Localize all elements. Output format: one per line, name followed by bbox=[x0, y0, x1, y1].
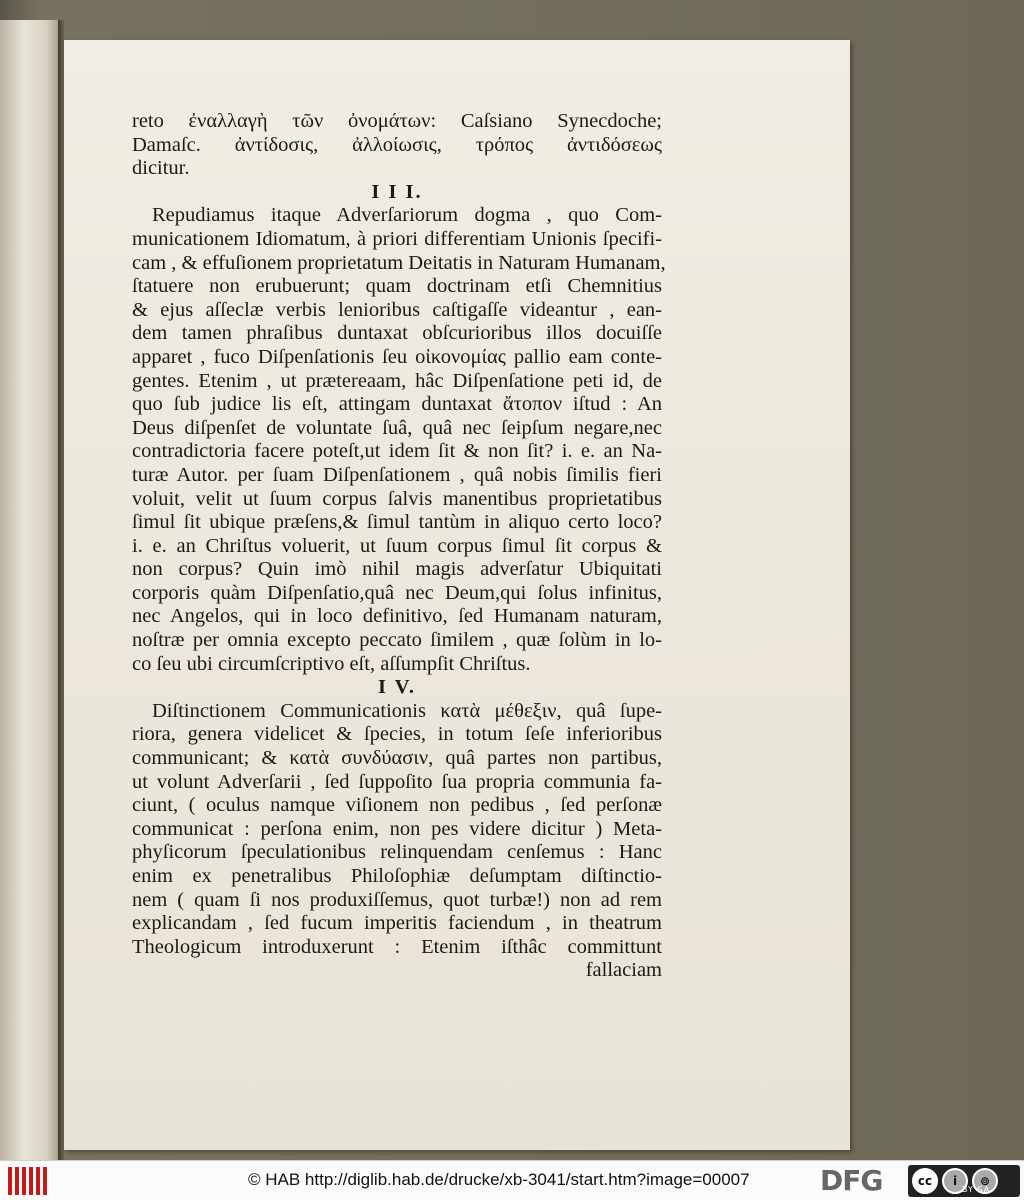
text-line: dicitur. bbox=[132, 157, 190, 180]
text-line: non corpus? Quin imò nihil magis adverſatur Ubiquitati bbox=[132, 558, 662, 581]
hab-logo-icon[interactable] bbox=[8, 1167, 48, 1195]
text-line: riora, genera videlicet & ſpecies, in totum ſeſe inferioribus bbox=[132, 723, 662, 746]
text-line: apparet , fuco Diſpenſationis ſeu οἰκονομίας pallio eam conte- bbox=[132, 345, 662, 368]
text-line: cam , & effuſionem proprietatum Deitatis in Naturam Humanam, bbox=[132, 251, 666, 274]
page-text bbox=[132, 110, 666, 983]
text-line: contradictoria facere poteſt,ut idem ſit & non ſit? i. e. an Na- bbox=[132, 440, 662, 463]
text-line: co ſeu ubi circumſcriptivo eſt, aſſumpſit Chriſtus. bbox=[132, 652, 531, 675]
text-line: Diſtinctionem Communicationis κατὰ μέθεξιν, quâ ſupe- bbox=[152, 699, 662, 722]
section-heading-4: I V. bbox=[377, 676, 417, 699]
text-line: communicat : perſona enim, non pes videre dicitur ) Meta- bbox=[132, 817, 662, 840]
text-line: reto ἐναλλαγὴ τῶν ὀνομάτων: Caſsiano Synecdoche; bbox=[132, 110, 662, 132]
catchword: fallaciam bbox=[585, 959, 662, 982]
sa-icon: ⊚ bbox=[972, 1168, 998, 1194]
section-3-paragraph bbox=[132, 204, 666, 676]
section-heading-3: I I I. bbox=[371, 180, 423, 203]
text-line: corporis quàm Diſpenſatio,quâ nec Deum,qui ſolus infinitus, bbox=[132, 581, 662, 604]
by-icon: i bbox=[942, 1168, 968, 1194]
text-line: & ejus aſſeclæ verbis lenioribus caſtigaſſe videantur , ean- bbox=[132, 298, 662, 321]
text-line: enim ex penetralibus Philoſophiæ deſumptam diſtinctio- bbox=[132, 865, 662, 887]
copyright-url[interactable]: © HAB http://diglib.hab.de/drucke/xb-3041/start.htm?image=00007 bbox=[248, 1170, 750, 1189]
text-line: i. e. an Chriſtus voluerit, ut ſuum corpus ſimul ſit corpus & bbox=[132, 534, 662, 557]
text-line: Deus diſpenſet de voluntate ſuâ, quâ nec ſeipſum negare,nec bbox=[132, 416, 662, 439]
left-page-edge bbox=[0, 20, 59, 1160]
opening-lines bbox=[132, 110, 662, 181]
text-line: ſtatuere non erubuerunt; quam doctrinam etſi Chemnitius bbox=[132, 275, 662, 298]
text-line: Damaſc. ἀντίδοσις, ἀλλοίωσις, τρόπος ἀντιδόσεως bbox=[132, 133, 662, 156]
text-line: communicant; & κατὰ συνδύασιν, quâ partes non partibus, bbox=[132, 747, 662, 770]
text-line: turæ Autor. per ſuam Diſpenſationem , quâ nobis ſimilis fieri bbox=[132, 463, 662, 486]
text-line: ſimul ſit ubique præſens,& ſimul tantùm in aliquo certo loco? bbox=[132, 511, 662, 534]
text-line: nem ( quam ſi nos produxiſſemus, quot turbæ!) non ad rem bbox=[132, 888, 662, 911]
text-line: dem tamen phraſibus duntaxat obſcurioribus illos docuiſſe bbox=[132, 322, 662, 345]
footer-bar bbox=[0, 1160, 1024, 1200]
text-line: gentes. Etenim , ut prætereaam, hâc Diſpenſatione peti id, de bbox=[132, 369, 662, 392]
text-line: ut volunt Adverſarii , ſed ſuppoſito ſua propria communia fa- bbox=[132, 770, 662, 793]
text-line: voluit, velit ut ſuum corpus ſalvis manentibus proprietatibus bbox=[132, 487, 662, 510]
text-line: noſtræ per omnia excepto peccato ſimilem , quæ ſolùm in lo- bbox=[132, 629, 662, 652]
text-line: quo ſub judice lis eſt, attingam duntaxat ἄτοπον iſtud : An bbox=[132, 393, 662, 416]
text-line: explicandam , ſed fucum imperitis faciendum , in theatrum bbox=[132, 912, 662, 935]
section-4-paragraph bbox=[132, 700, 662, 960]
cc-icon: cc bbox=[912, 1168, 938, 1194]
text-line: ciunt, ( oculus namque viſionem non pedibus , ſed perſonæ bbox=[132, 794, 662, 817]
cc-labels: BY SA bbox=[962, 1185, 991, 1194]
text-line: nec Angelos, qui in loco definitivo, ſed Humanam naturam, bbox=[132, 605, 662, 628]
text-line: Repudiamus itaque Adverſariorum dogma , quo Com- bbox=[152, 204, 662, 227]
text-line: phyſicorum ſpeculationibus relinquendam cenſemus : Hanc bbox=[132, 841, 662, 864]
text-line: municationem Idiomatum, à priori differentiam Unionis ſpecifi- bbox=[132, 227, 662, 250]
text-line: Theologicum introduxerunt : Etenim iſthâc committunt bbox=[132, 935, 662, 958]
dfg-logo[interactable]: DFG bbox=[820, 1164, 883, 1197]
